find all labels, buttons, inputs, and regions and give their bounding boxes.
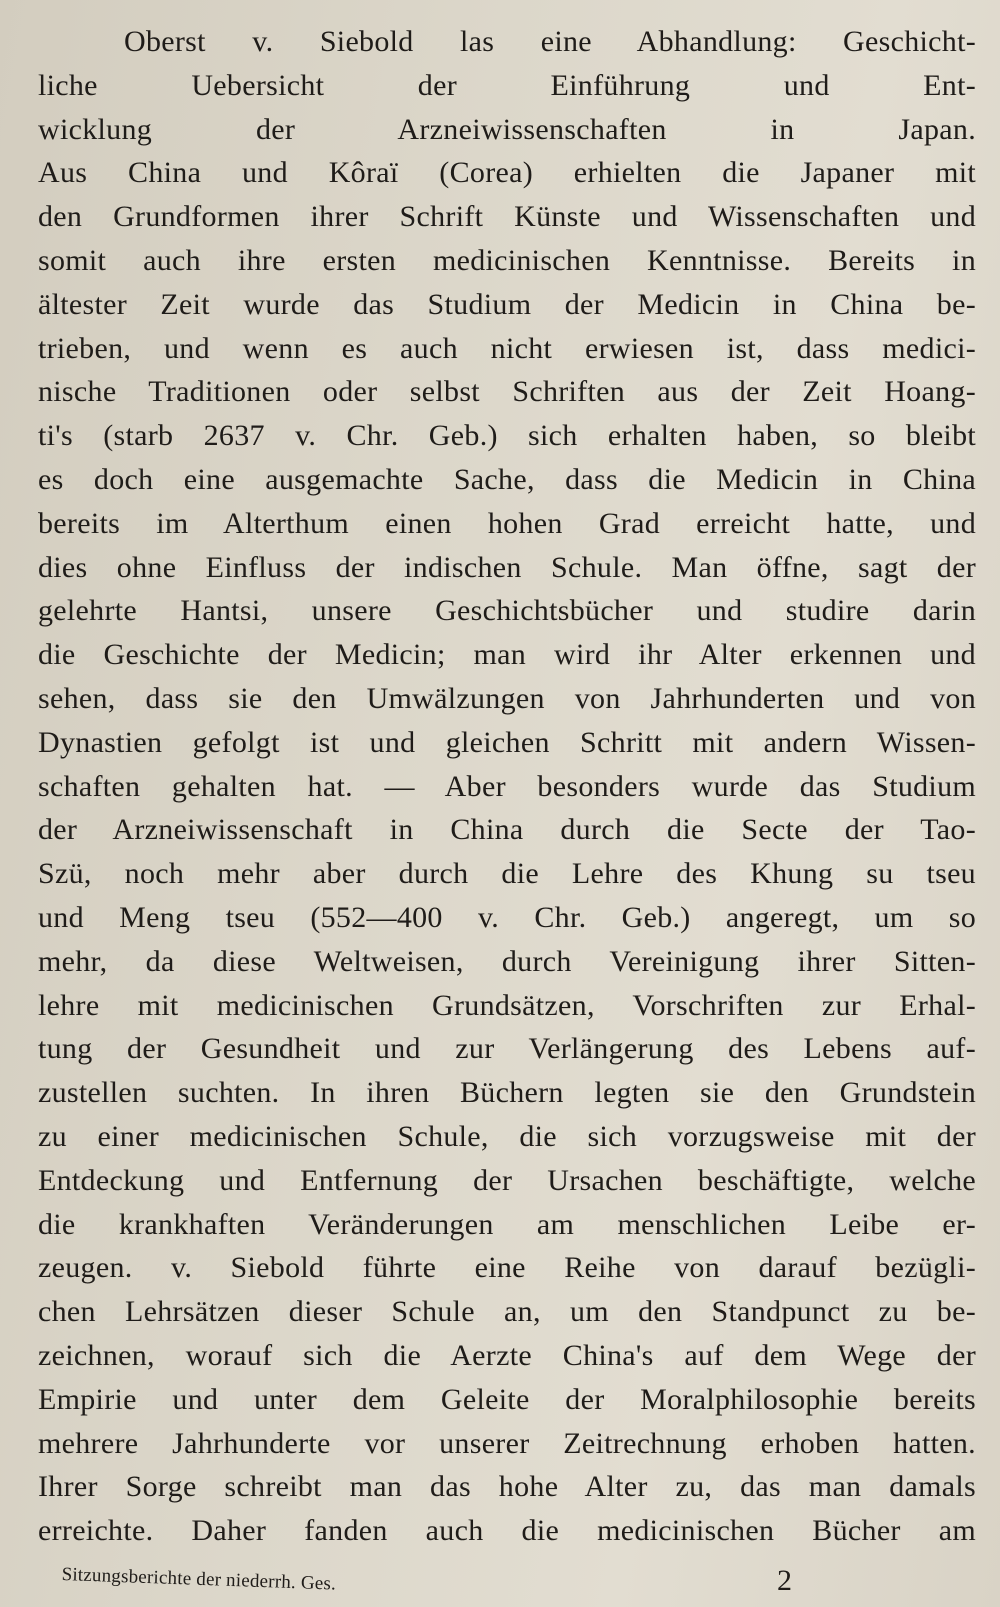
text-line: Aus China und Kôraï (Corea) erhielten die Japaner mit [38,156,976,190]
text-line: nische Traditionen oder selbst Schriften aus der Zeit Hoang- [38,375,976,409]
text-line: zeichnen, worauf sich die Aerzte China's auf dem Wege der [38,1338,976,1372]
text-line: erreichte. Daher fanden auch die medicinischen Bücher am [38,1514,976,1548]
page-number: 2 [777,1564,792,1597]
text-line: ältester Zeit wurde das Studium der Medicin in China be- [38,287,976,321]
text-line: ti's (starb 2637 v. Chr. Geb.) sich erhalten haben, so bleibt [38,419,976,453]
text-line: den Grundformen ihrer Schrift Künste und Wissenschaften und [38,200,976,234]
text-line: Entdeckung und Entfernung der Ursachen beschäftigte, welche [38,1163,976,1197]
text-line: mehrere Jahrhunderte vor unserer Zeitrechnung erhoben hatten. [38,1426,976,1460]
text-line: die Geschichte der Medicin; man wird ihr Alter erkennen und [38,638,976,672]
text-line: dies ohne Einfluss der indischen Schule. Man öffne, sagt der [38,550,976,584]
text-line: und Meng tseu (552—400 v. Chr. Geb.) angeregt, um so [38,900,976,934]
text-line: der Arzneiwissenschaft in China durch die Secte der Tao- [38,813,976,847]
text-line: zu einer medicinischen Schule, die sich vorzugsweise mit der [38,1119,976,1153]
text-line: sehen, dass sie den Umwälzungen von Jahrhunderten und von [38,681,976,715]
signature-mark: Sitzungsberichte der niederrh. Ges. [61,1564,337,1595]
text-line: Szü, noch mehr aber durch die Lehre des Khung su tseu [38,857,976,891]
text-line: zustellen suchten. In ihren Büchern legten sie den Grundstein [38,1076,976,1110]
document-body [38,20,976,1553]
text-line: tung der Gesundheit und zur Verlängerung des Lebens auf- [38,1032,976,1066]
text-line: es doch eine ausgemachte Sache, dass die Medicin in China [38,462,976,496]
text-line: schaften gehalten hat. — Aber besonders wurde das Studium [38,769,976,803]
text-line: somit auch ihre ersten medicinischen Kenntnisse. Bereits in [38,243,976,277]
text-line: bereits im Alterthum einen hohen Grad erreicht hatte, und [38,506,976,540]
page-footer [62,1564,962,1604]
text-line: Dynastien gefolgt ist und gleichen Schritt mit andern Wissen- [38,725,976,759]
text-line: mehr, da diese Weltweisen, durch Vereinigung ihrer Sitten- [38,944,976,978]
text-line: wicklung der Arzneiwissenschaften in Japan. [38,112,976,146]
text-line: zeugen. v. Siebold führte eine Reihe von darauf bezügli- [38,1251,976,1285]
text-line: lehre mit medicinischen Grundsätzen, Vorschriften zur Erhal- [38,988,976,1022]
text-line: die krankhaften Veränderungen am menschlichen Leibe er- [38,1207,976,1241]
text-line: Ihrer Sorge schreibt man das hohe Alter zu, das man damals [38,1470,976,1504]
text-line: liche Uebersicht der Einführung und Ent- [38,68,976,102]
text-line: Oberst v. Siebold las eine Abhandlung: Geschicht- [124,25,976,58]
text-line: Empirie und unter dem Geleite der Moralphilosophie bereits [38,1382,976,1416]
text-line: gelehrte Hantsi, unsere Geschichtsbücher und studire darin [38,594,976,628]
text-line: chen Lehrsätzen dieser Schule an, um den Standpunct zu be- [38,1295,976,1329]
text-line: trieben, und wenn es auch nicht erwiesen ist, dass medici- [38,331,976,365]
